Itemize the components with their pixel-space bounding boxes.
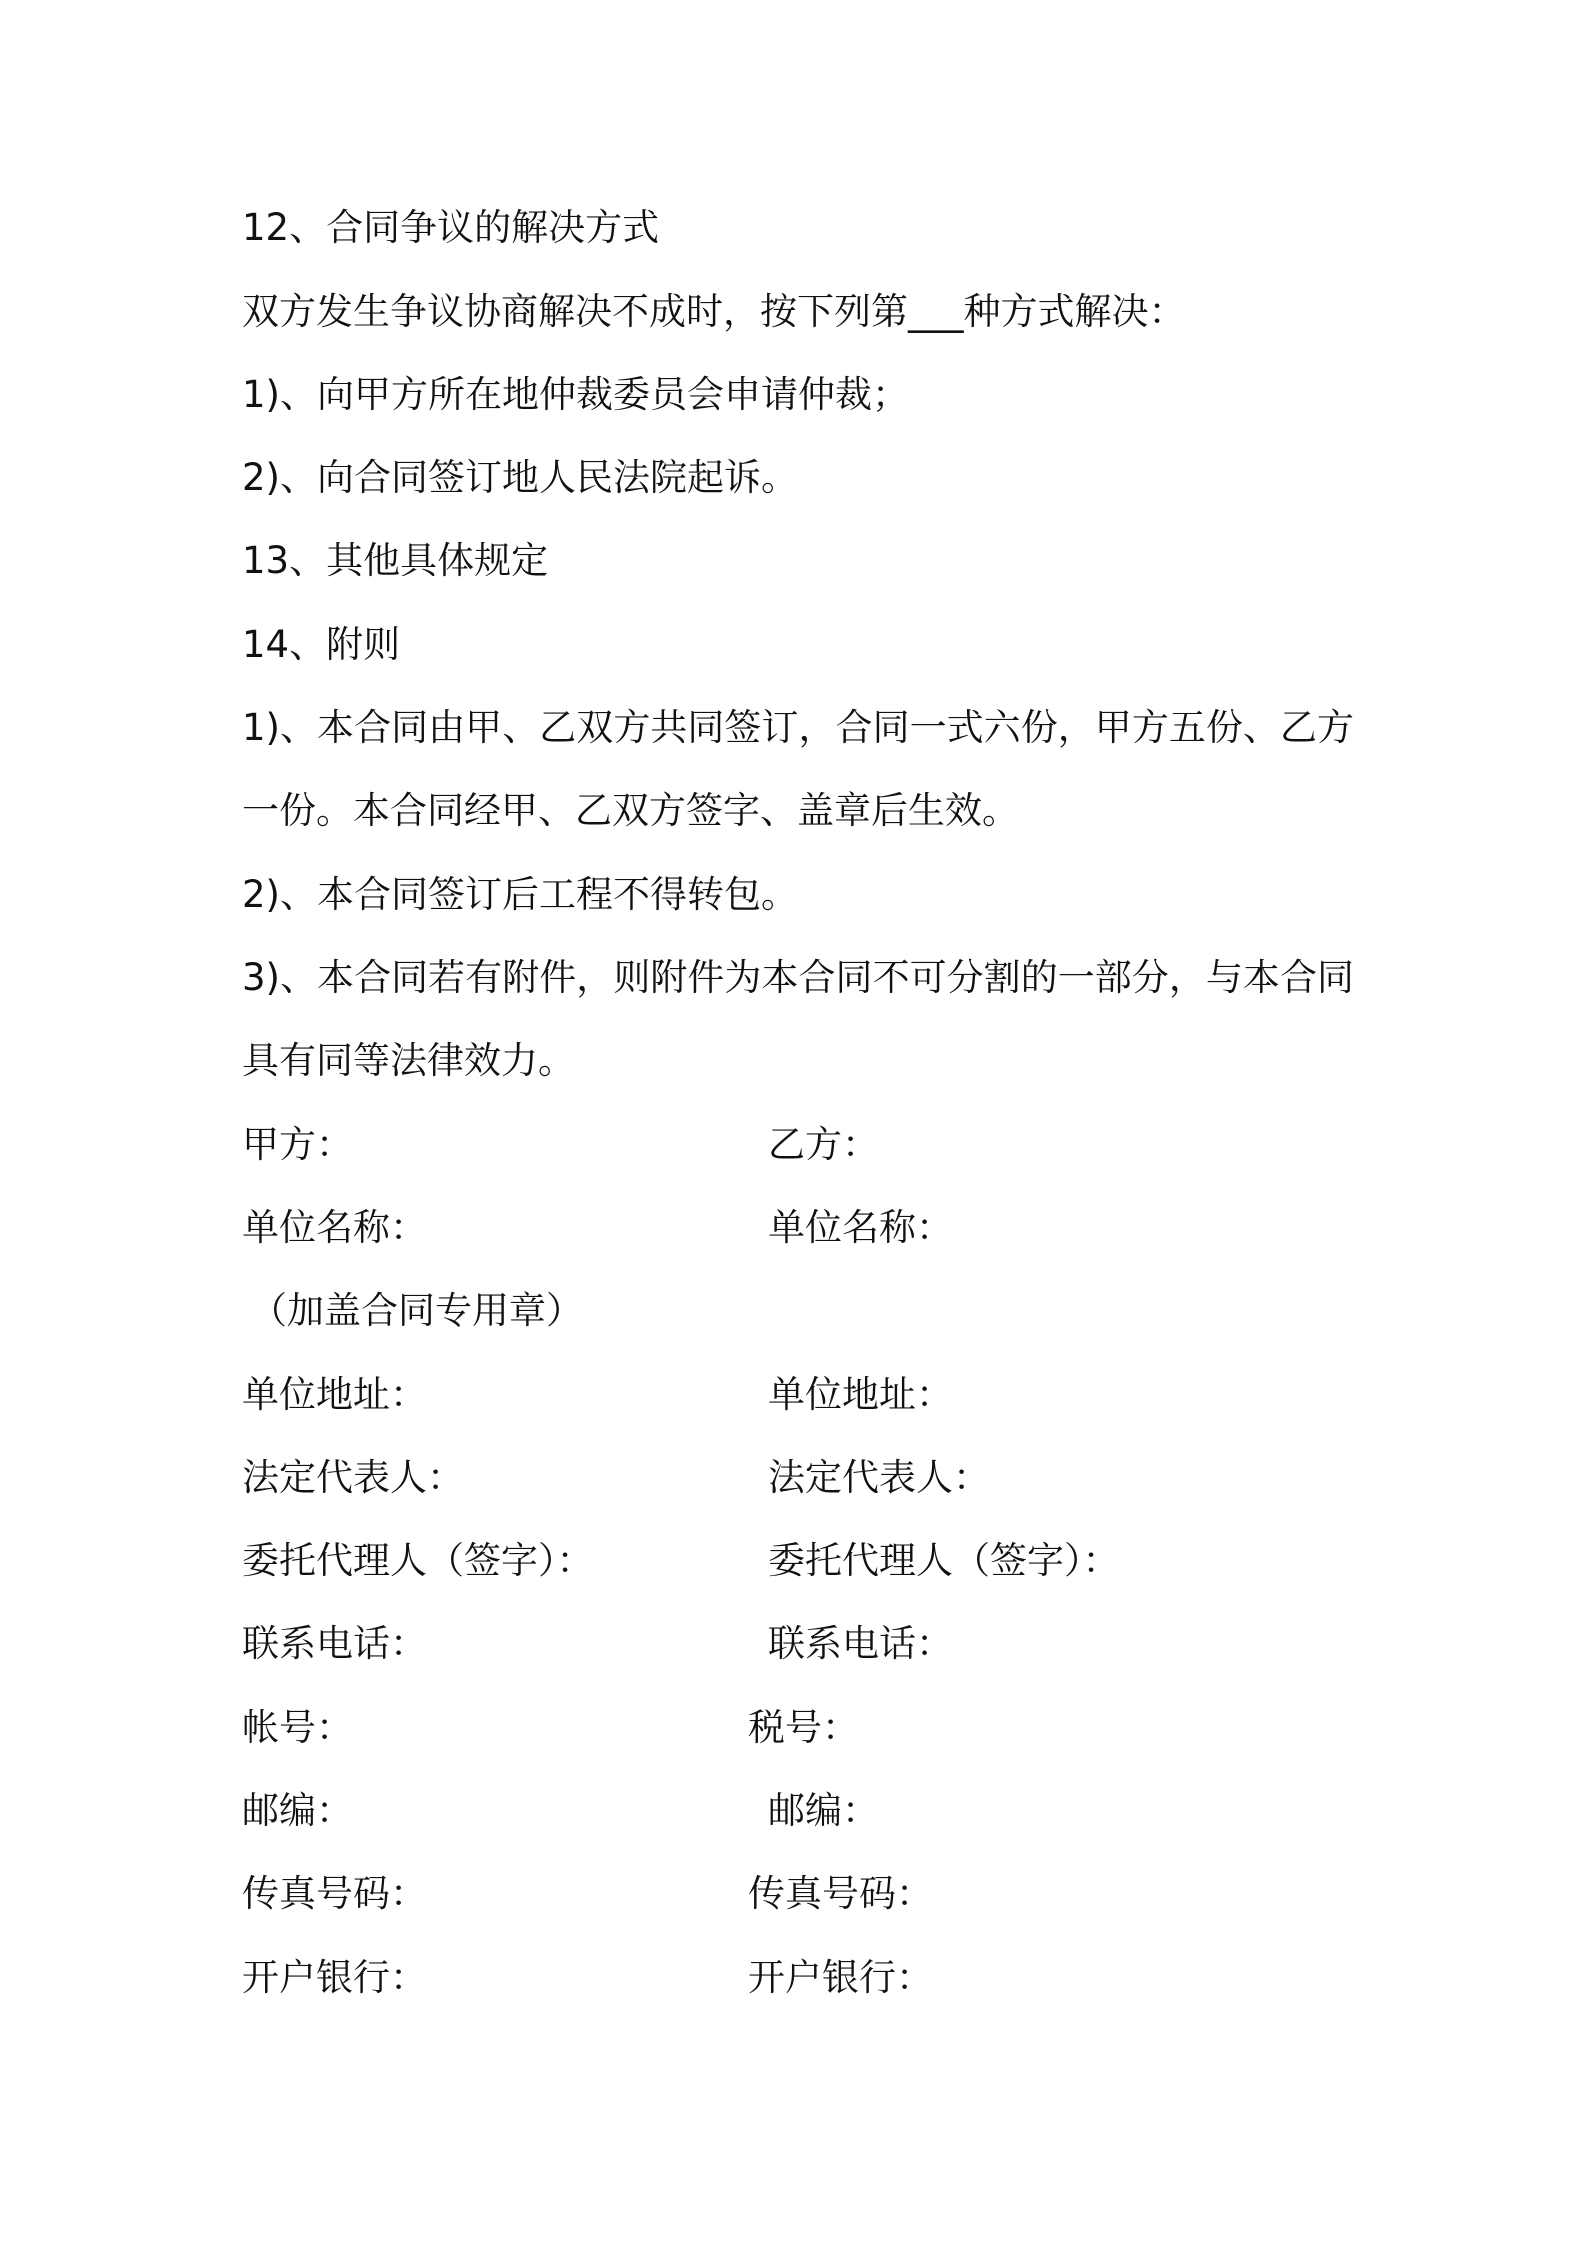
party-b-fax: 传真号码： — [748, 1872, 933, 1915]
party-a-phone: 联系电话： — [242, 1622, 427, 1665]
section-14-item-3-line-2: 具有同等法律效力。 — [242, 1039, 575, 1082]
section-13-heading: 13、其他具体规定 — [242, 539, 549, 582]
party-b-title: 乙方： — [768, 1123, 879, 1166]
party-b-agent: 委托代理人（签字）： — [768, 1539, 1120, 1582]
party-a-account: 帐号： — [242, 1706, 353, 1749]
party-a-seal-note: （加盖合同专用章） — [250, 1289, 583, 1332]
party-a-unit-name: 单位名称： — [242, 1206, 427, 1249]
party-b-tax-no: 税号： — [748, 1706, 859, 1749]
section-14-item-2: 2)、本合同签订后工程不得转包。 — [242, 873, 798, 916]
party-a-agent: 委托代理人（签字）： — [242, 1539, 594, 1582]
party-b-unit-name: 单位名称： — [768, 1206, 953, 1249]
party-b-postcode: 邮编： — [768, 1789, 879, 1832]
party-a-fax: 传真号码： — [242, 1872, 427, 1915]
section-12-option-2: 2)、向合同签订地人民法院起诉。 — [242, 456, 798, 499]
party-a-bank: 开户银行： — [242, 1956, 427, 1999]
party-a-postcode: 邮编： — [242, 1789, 353, 1832]
party-a-address: 单位地址： — [242, 1373, 427, 1416]
section-14-item-1-line-1: 1)、本合同由甲、乙双方共同签订，合同一式六份，甲方五份、乙方 — [242, 706, 1354, 749]
section-12-intro: 双方发生争议协商解决不成时，按下列第___种方式解决： — [242, 290, 1186, 333]
section-14-item-1-line-2: 一份。本合同经甲、乙双方签字、盖章后生效。 — [242, 789, 1019, 832]
section-14-item-3-line-1: 3)、本合同若有附件，则附件为本合同不可分割的一部分，与本合同 — [242, 956, 1354, 999]
party-b-address: 单位地址： — [768, 1373, 953, 1416]
party-a-title: 甲方： — [242, 1123, 353, 1166]
party-b-legal-rep: 法定代表人： — [768, 1456, 990, 1499]
section-12-option-1: 1)、向甲方所在地仲裁委员会申请仲裁； — [242, 373, 909, 416]
section-14-heading: 14、附则 — [242, 623, 401, 666]
party-b-phone: 联系电话： — [768, 1622, 953, 1665]
section-12-heading: 12、合同争议的解决方式 — [242, 206, 660, 249]
party-b-bank: 开户银行： — [748, 1956, 933, 1999]
party-a-legal-rep: 法定代表人： — [242, 1456, 464, 1499]
